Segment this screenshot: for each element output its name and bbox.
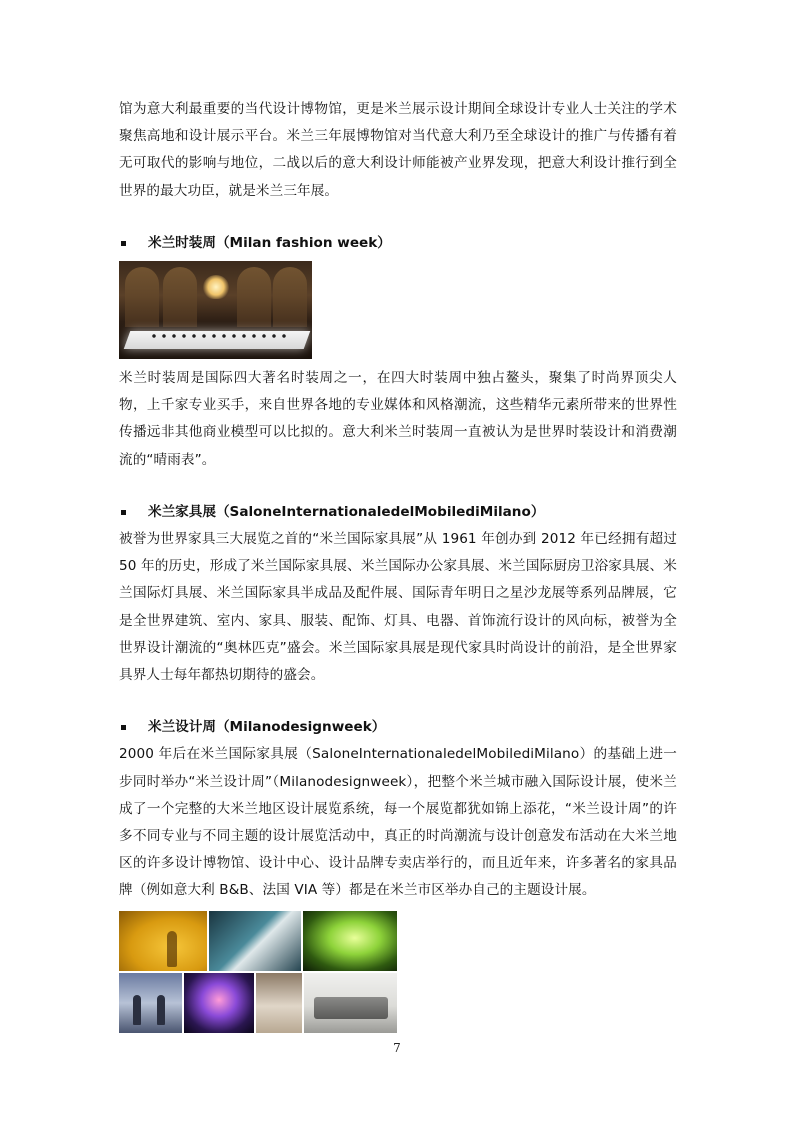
figure-shape xyxy=(133,995,141,1025)
intro-paragraph: 馆为意大利最重要的当代设计博物馆，更是米兰展示设计期间全球设计专业人士关注的学术聚焦高地和设计展示平台。米兰三年展博物馆对当代意大利乃至全球设计的推广与传播有着无可取代的影响与地位，二战以后的意大利设计师能被产业界发现，把意大利设计推行到全世界的最大功臣，就是米兰三年展。 xyxy=(119,101,677,199)
collage-photo-purple-lamp xyxy=(184,973,254,1033)
audience-shape xyxy=(149,333,289,339)
spacer xyxy=(119,205,677,230)
arch-shape xyxy=(163,267,197,327)
page-number: 7 xyxy=(393,1041,401,1055)
spacer xyxy=(119,689,677,714)
collage-photo-yellow-installation xyxy=(119,911,207,971)
collage-photo-interior xyxy=(256,973,302,1033)
collage-photo-sofa xyxy=(304,973,397,1033)
collage-photo-showroom xyxy=(119,973,182,1033)
spacer xyxy=(119,474,677,499)
arch-shape xyxy=(273,267,307,327)
collage-photo-light-installation xyxy=(209,911,301,971)
square-bullet-icon xyxy=(121,241,126,246)
section-heading-furniture-fair xyxy=(119,499,677,526)
arch-shape xyxy=(125,267,159,327)
collage-photo-green-installation xyxy=(303,911,397,971)
page-content xyxy=(119,96,677,1033)
design-week-paragraph: 2000 年后在米兰国际家具展（SaloneInternationaledelMobilediMilano）的基础上进一步同时举办“米兰设计周”（Milanodesignweek），把整个米兰城市融入国际设计展，使米兰成了一个完整的大米兰地区设计展览系统，每一个展览都犹如锦上添花，“米兰设计周”的许多不同专业与不同主题的设计展览活动中，真正的时尚潮流与设计创意发布活动在大米兰地区的许多设计博物馆、设计中心、设计品牌专卖店举行的，而且近年来，许多著名的家具品牌（例如意大利 B&B、法国 VIA 等）都是在米兰市区举办自己的主题设计展。 xyxy=(119,746,677,899)
heading-text: 米兰设计周（Milanodesignweek） xyxy=(148,719,386,736)
chandelier-icon xyxy=(203,275,229,299)
heading-text: 米兰时装周（Milan fashion week） xyxy=(148,234,391,251)
fashion-week-runway-photo xyxy=(119,261,312,359)
section-heading-fashion-week xyxy=(119,230,677,257)
figure-shape xyxy=(167,931,177,967)
heading-text: 米兰家具展（SaloneInternationaledelMobilediMilano） xyxy=(148,503,545,520)
furniture-fair-paragraph: 被誉为世界家具三大展览之首的“米兰国际家具展”从 1961 年创办到 2012 年已经拥有超过 50 年的历史，形成了米兰国际家具展、米兰国际办公家具展、米兰国际厨房卫浴家具展、米兰国际灯具展、米兰国际家具半成品及配件展、国际青年明日之星沙龙展等系列品牌展，它是全世界建筑、室内、家具、服装、配饰、灯具、电器、首饰流行设计的风向标，被誉为全世界设计潮流的“奥林匹克”盛会。米兰国际家具展是现代家具时尚设计的前沿，是全世界家具界人士每年都热切期待的盛会。 xyxy=(119,531,677,684)
design-week-photo-collage xyxy=(119,911,397,1033)
fashion-week-paragraph: 米兰时装周是国际四大著名时装周之一，在四大时装周中独占鳌头，聚集了时尚界顶尖人物，上千家专业买手，来自世界各地的专业媒体和风格潮流，这些精华元素所带来的世界性传播远非其他商业模型可以比拟的。意大利米兰时装周一直被认为是世界时装设计和消费潮流的“晴雨表”。 xyxy=(119,370,677,468)
square-bullet-icon xyxy=(121,510,126,515)
square-bullet-icon xyxy=(121,725,126,730)
sofa-shape xyxy=(314,997,388,1019)
figure-shape xyxy=(157,995,165,1025)
arch-shape xyxy=(237,267,271,327)
section-heading-design-week xyxy=(119,714,677,741)
